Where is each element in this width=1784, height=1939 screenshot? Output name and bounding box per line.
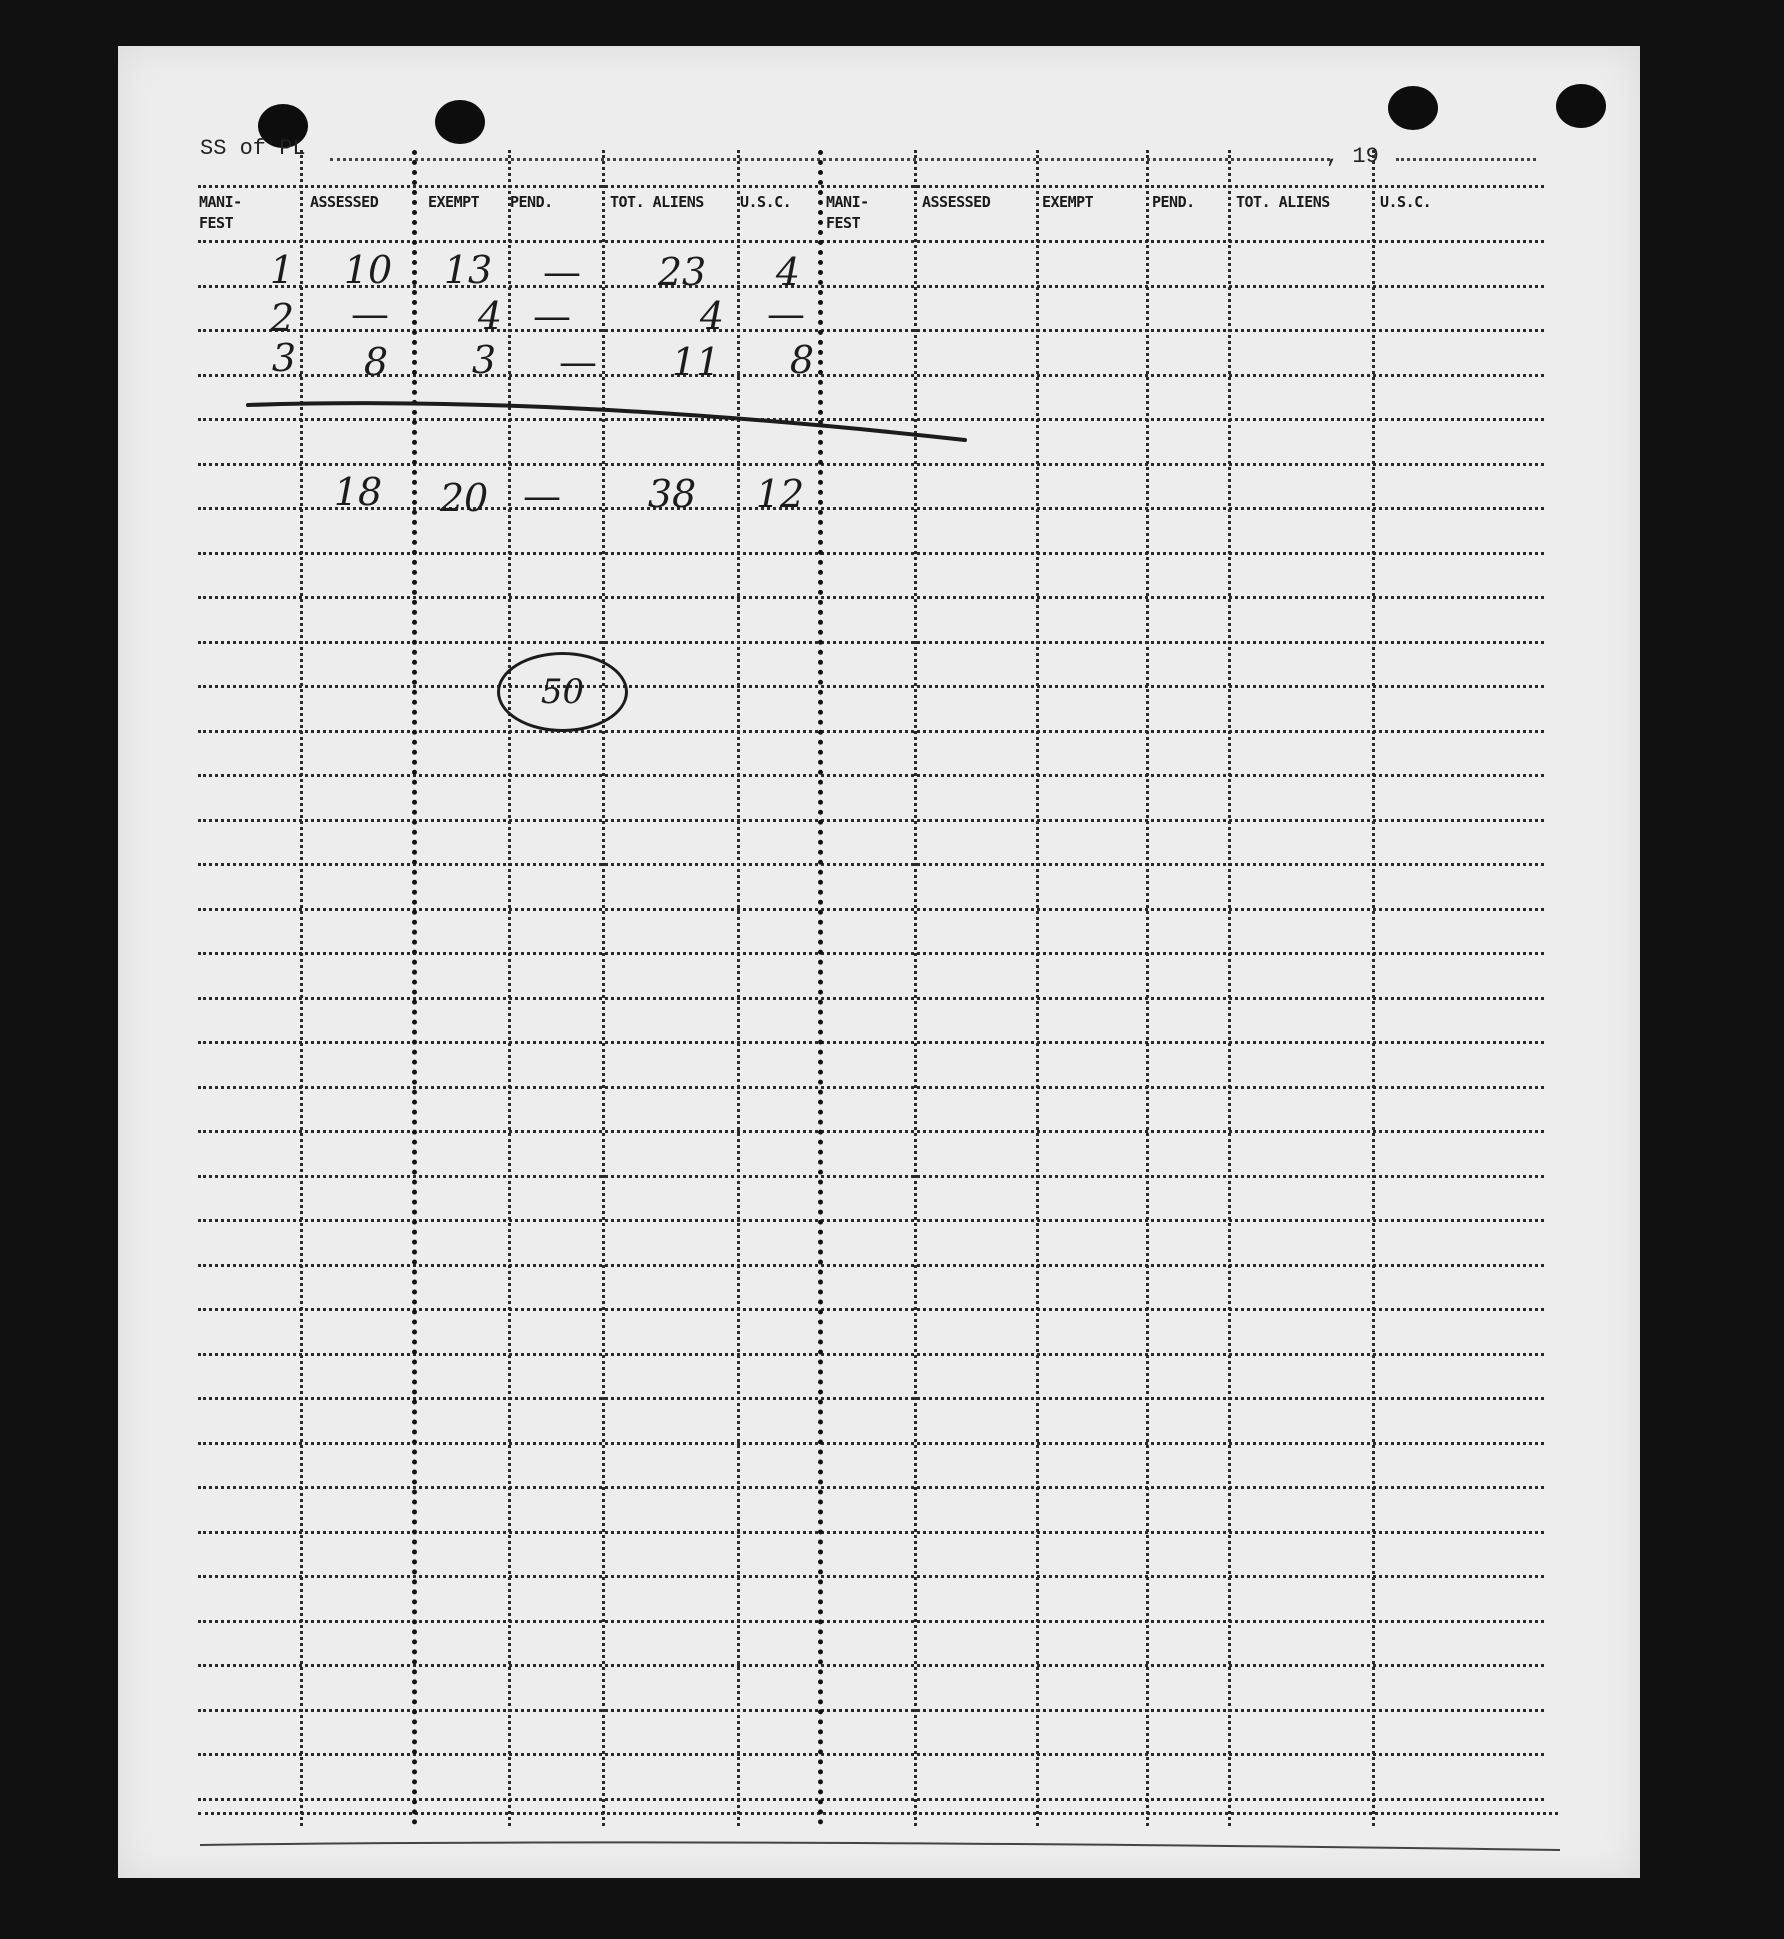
row3-assessed: 8: [363, 340, 389, 384]
row1-exempt: 13: [443, 248, 493, 292]
row3-manifest: 3: [271, 336, 297, 380]
grand-total-value: 50: [540, 672, 585, 712]
col-header-tot-aliens: TOT. ALIENS: [610, 193, 704, 211]
col-header-pend: PEND.: [510, 193, 553, 211]
total-tot-aliens: 38: [647, 472, 697, 516]
col-header-pend-2: PEND.: [1152, 193, 1195, 211]
row2-exempt: 4: [477, 294, 503, 338]
col-header-usc: U.S.C.: [740, 193, 792, 211]
total-usc: 12: [755, 472, 805, 516]
row3-tot-aliens: 11: [671, 340, 721, 384]
row2-tot-aliens: 4: [699, 294, 725, 338]
row2-manifest: 2: [269, 296, 295, 340]
row1-assessed: 10: [343, 248, 393, 292]
col-header-exempt-2: EXEMPT: [1042, 193, 1094, 211]
row1-pend: —: [543, 250, 581, 294]
col-header-assessed-2: ASSESSED: [922, 193, 991, 211]
total-exempt: 20: [439, 476, 489, 520]
col-header-tot-aliens-2: TOT. ALIENS: [1236, 193, 1330, 211]
col-header-manifest: MANI- FEST: [199, 193, 242, 232]
ss-label: SS of PL: [200, 136, 306, 161]
row3-usc: 8: [789, 338, 815, 382]
row3-exempt: 3: [471, 338, 497, 382]
grand-total-circled: [497, 652, 628, 732]
row1-manifest: 1: [269, 248, 295, 292]
year-label: , 19: [1326, 144, 1379, 169]
row1-usc: 4: [775, 250, 801, 294]
row3-pend: —: [559, 340, 597, 384]
row2-usc: —: [767, 292, 805, 336]
col-header-usc-2: U.S.C.: [1380, 193, 1432, 211]
col-header-assessed: ASSESSED: [310, 193, 379, 211]
total-pend: —: [523, 474, 561, 518]
row2-pend: —: [533, 294, 571, 338]
row1-tot-aliens: 23: [657, 250, 707, 294]
col-header-manifest-2: MANI- FEST: [826, 193, 869, 232]
total-assessed: 18: [333, 470, 383, 514]
col-header-exempt: EXEMPT: [428, 193, 480, 211]
row2-assessed: —: [351, 292, 389, 336]
